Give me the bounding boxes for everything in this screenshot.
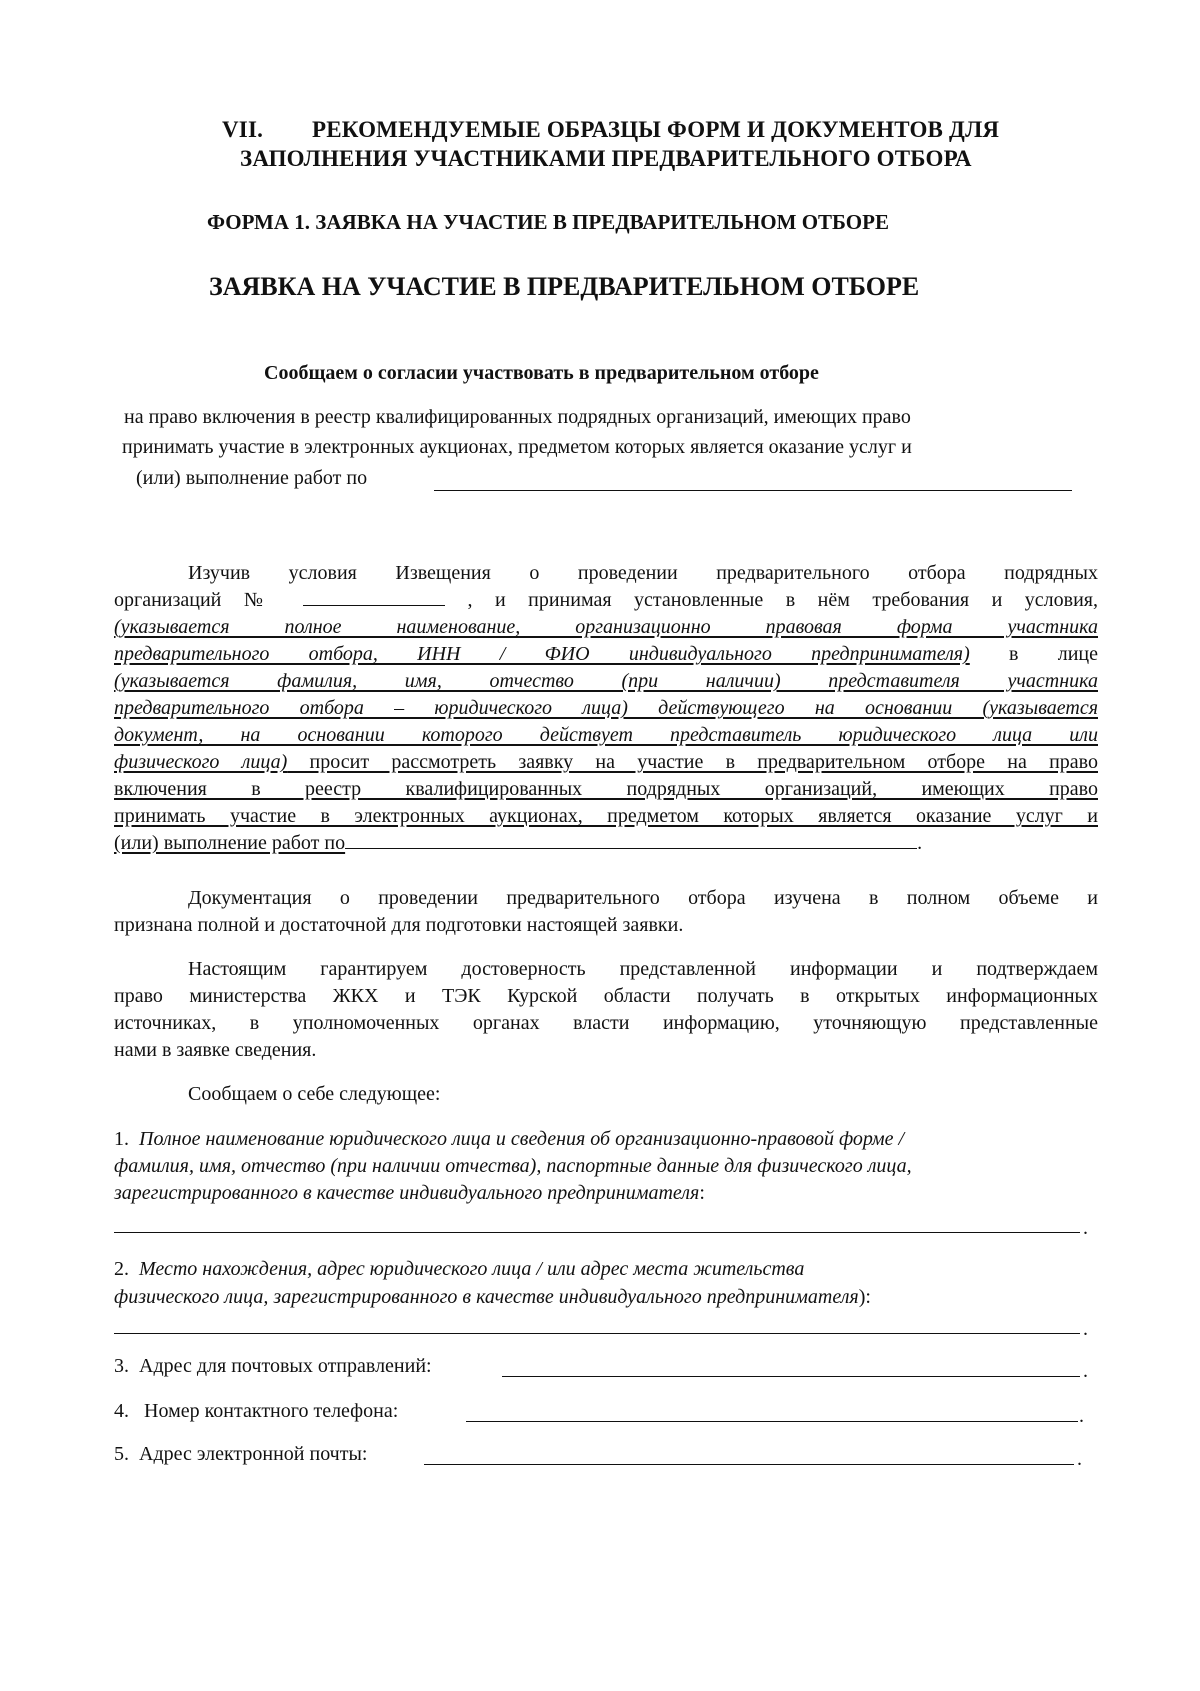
work-type-blank <box>434 490 1072 491</box>
item-1-line-3-wrap <box>114 1180 705 1207</box>
item-2-end: . <box>1083 1318 1088 1340</box>
consent-heading: Сообщаем о согласии участвовать в предварительном отборе <box>264 362 819 384</box>
consent-line-1: на право включения в реестр квалифицированных подрядных организаций, имеющих право <box>124 406 911 428</box>
about-intro: Сообщаем о себе следующее: <box>188 1083 441 1105</box>
item-2-line-2: физического лица, зарегистрированного в качестве индивидуального предпринимателя <box>114 1286 859 1308</box>
item-1-blank <box>114 1232 1080 1233</box>
consent-line-3: (или) выполнение работ по <box>136 467 368 489</box>
main-line-4b: в лице <box>1009 643 1098 665</box>
item-3-blank <box>502 1376 1080 1377</box>
item-5-label: 5. Адрес электронной почты: <box>114 1443 368 1465</box>
main-line-7: документ, на основании которого действует представитель юридического лица или <box>114 724 1098 746</box>
main-line-1: Изучив условия Извещения о проведении предварительного отбора подрядных <box>188 562 1098 584</box>
main-line-9: включения в реестр квалифицированных подрядных организаций, имеющих право <box>114 778 1098 800</box>
notice-number-blank <box>303 587 445 606</box>
item-5-end: . <box>1077 1448 1082 1470</box>
main-line-4a: предварительного отбора, ИНН / ФИО индивидуального предпринимателя) <box>114 643 970 665</box>
form-heading: ФОРМА 1. ЗАЯВКА НА УЧАСТИЕ В ПРЕДВАРИТЕЛЬНОМ ОТБОРЕ <box>207 210 889 234</box>
documentation-line-1: Документация о проведении предварительного отбора изучена в полном объеме и <box>188 887 1098 909</box>
main-line-5: (указывается фамилия, имя, отчество (при наличии) представителя участника <box>114 670 1098 692</box>
section-title-line2: ЗАПОЛНЕНИЯ УЧАСТНИКАМИ ПРЕДВАРИТЕЛЬНОГО ОТБОРА <box>240 146 972 171</box>
documentation-paragraph <box>114 885 1098 939</box>
guarantee-line-1: Настоящим гарантируем достоверность представленной информации и подтверждаем <box>188 958 1098 980</box>
main-line-8a: физического лица) <box>114 751 288 773</box>
item-4-label: 4. Номер контактного телефона: <box>114 1400 399 1422</box>
item-4-blank <box>466 1421 1078 1422</box>
item-1-colon: : <box>699 1182 705 1204</box>
item-3-label: 3. Адрес для почтовых отправлений: <box>114 1355 432 1377</box>
guarantee-line-4: нами в заявке сведения. <box>114 1039 317 1061</box>
section-title-line1: РЕКОМЕНДУЕМЫЕ ОБРАЗЦЫ ФОРМ И ДОКУМЕНТОВ ДЛЯ <box>312 117 1000 142</box>
item-5-blank <box>424 1464 1074 1465</box>
consent-line-2: принимать участие в электронных аукционах, предметом которых является оказание услуг и <box>122 436 912 458</box>
guarantee-paragraph <box>114 956 1098 1064</box>
item-4-end: . <box>1079 1405 1084 1427</box>
item-1-end: . <box>1083 1217 1088 1239</box>
main-line-11: (или) выполнение работ по <box>114 832 346 854</box>
item-1-line-2: фамилия, имя, отчество (при наличии отчества), паспортные данные для физического лица, <box>114 1155 912 1177</box>
work-type-blank-2 <box>345 830 917 849</box>
guarantee-line-2: право министерства ЖКХ и ТЭК Курской области получать в открытых информационных <box>114 985 1098 1007</box>
item-2-blank <box>114 1333 1080 1334</box>
main-line-2b: , и принимая установленные в нём требования и условия, <box>467 589 1098 611</box>
section-number: VII. <box>222 117 264 142</box>
guarantee-line-3: источниках, в уполномоченных органах власти информацию, уточняющую представленные <box>114 1012 1098 1034</box>
item-2-number: 2. <box>114 1258 129 1280</box>
item-3-end: . <box>1083 1360 1088 1382</box>
item-2-line-2-wrap <box>114 1284 871 1311</box>
main-line-6: предварительного отбора – юридического лица) действующего на основании (указывается <box>114 697 1098 719</box>
main-line-3: (указывается полное наименование, организационно правовая форма участника <box>114 616 1098 638</box>
main-paragraph <box>114 560 1098 857</box>
documentation-line-2: признана полной и достаточной для подготовки настоящей заявки. <box>114 914 684 936</box>
item-1-line-1: Полное наименование юридического лица и сведения об организационно-правовой форме / <box>139 1128 905 1150</box>
application-title: ЗАЯВКА НА УЧАСТИЕ В ПРЕДВАРИТЕЛЬНОМ ОТБОРЕ <box>209 272 920 301</box>
item-2-close: ): <box>858 1286 871 1308</box>
main-line-11-end: . <box>917 832 923 854</box>
item-1-line-3: зарегистрированного в качестве индивидуального предпринимателя <box>114 1182 700 1204</box>
main-line-8b: просит рассмотреть заявку на участие в предварительном отборе на право <box>287 751 1098 773</box>
item-2-line-1: Место нахождения, адрес юридического лица / или адрес места жительства <box>139 1258 805 1280</box>
main-line-10: принимать участие в электронных аукционах, предметом которых является оказание услуг и <box>114 805 1098 827</box>
item-1-number: 1. <box>114 1128 129 1150</box>
main-line-2a: организаций № <box>114 589 281 611</box>
